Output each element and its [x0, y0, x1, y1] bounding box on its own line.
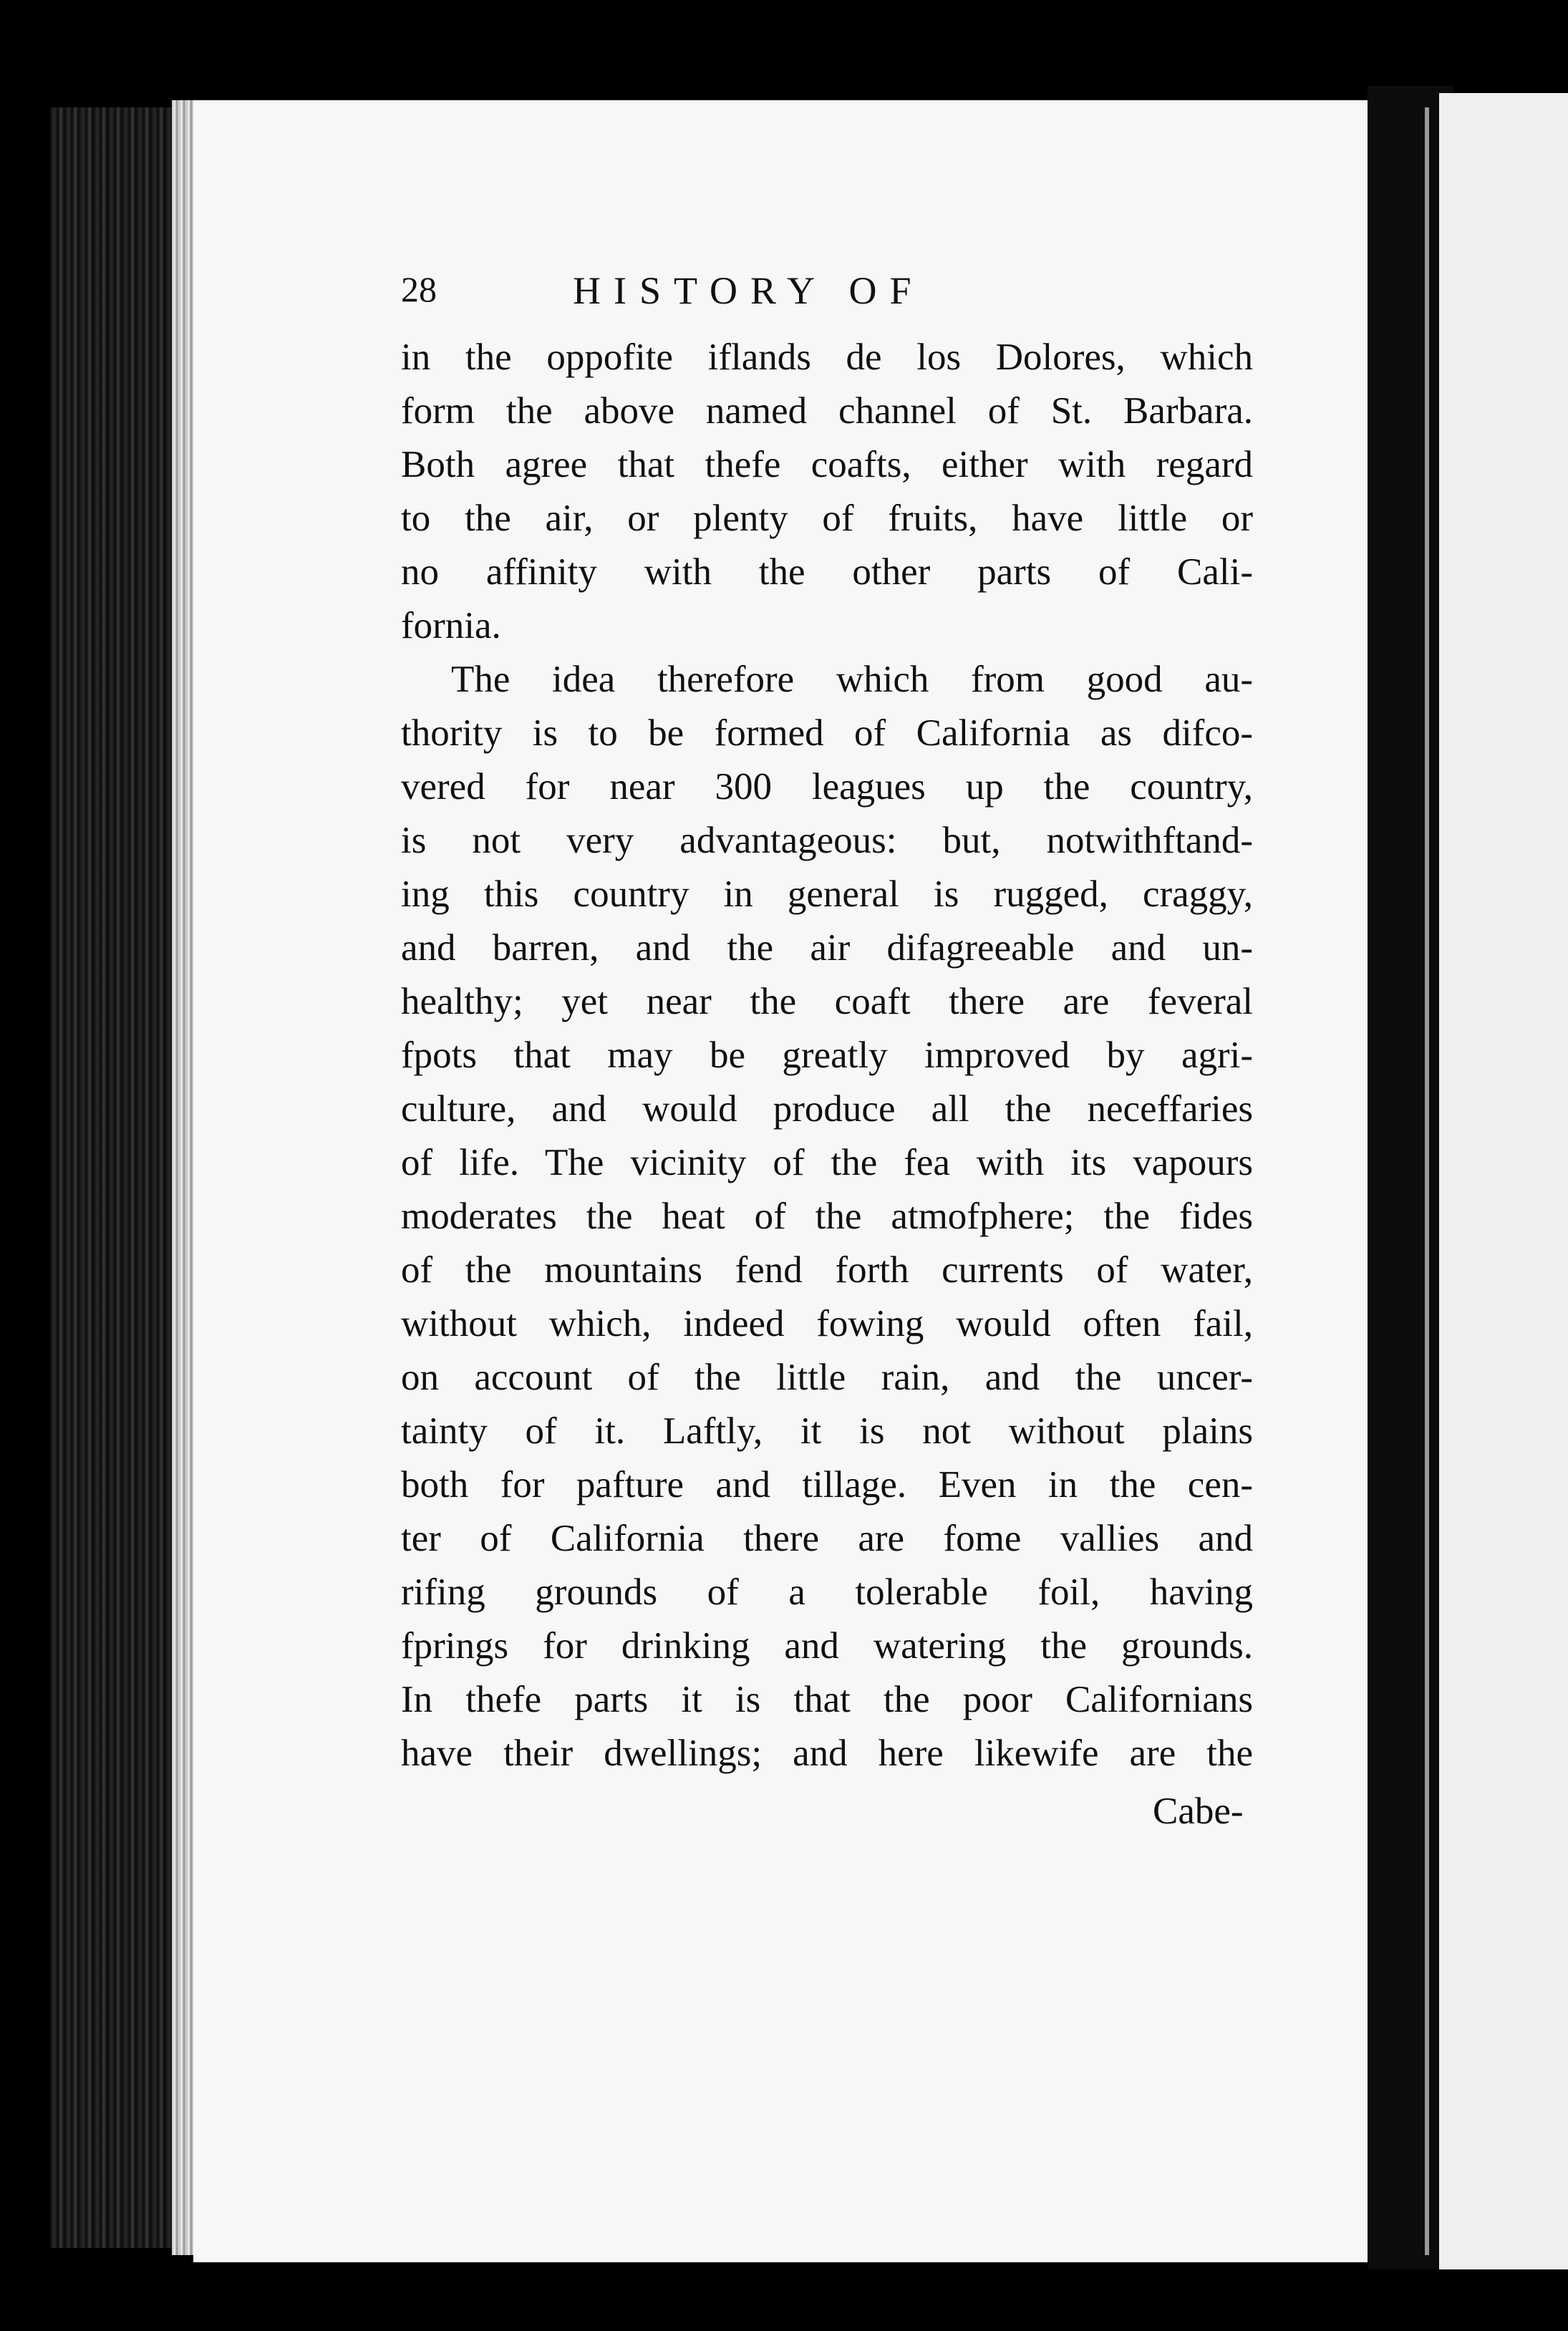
- text-line: is not very advantageous: but, notwithftand-: [401, 820, 1253, 861]
- text-line: and barren, and the air difagreeable and un-: [401, 927, 1253, 969]
- text-line: thority is to be formed of California as difco-: [401, 712, 1253, 754]
- text-line: moderates the heat of the atmofphere; the fides: [401, 1196, 1253, 1237]
- text-line: to the air, or plenty of fruits, have little or: [401, 498, 1253, 539]
- text-line: rifing grounds of a tolerable foil, having: [401, 1571, 1253, 1613]
- text-line: fpots that may be greatly improved by agri-: [401, 1034, 1253, 1076]
- text-line: fprings for drinking and watering the grounds.: [401, 1625, 1253, 1667]
- text-line: of life. The vicinity of the fea with its vapours: [401, 1142, 1253, 1183]
- text-line: of the mountains fend forth currents of water,: [401, 1249, 1253, 1291]
- facing-page: [1439, 93, 1568, 2269]
- page-number: 28: [401, 269, 437, 309]
- text-line: have their dwellings; and here likewife are the: [401, 1732, 1253, 1774]
- text-line: In thefe parts it is that the poor Californians: [401, 1679, 1253, 1720]
- page-edges: [172, 100, 193, 2255]
- text-line: fornia.: [401, 605, 501, 646]
- text-line: ing this country in general is rugged, craggy,: [401, 873, 1253, 915]
- text-line: without which, indeed fowing would often fail,: [401, 1303, 1253, 1344]
- text-line: healthy; yet near the coaft there are feveral: [401, 981, 1253, 1022]
- catchword: Cabe-: [1153, 1790, 1244, 1832]
- text-line: both for pafture and tillage. Even in the cen-: [401, 1464, 1253, 1506]
- running-head: HISTORY OF: [573, 269, 924, 312]
- body-text: [401, 331, 1253, 1780]
- facing-page-rule: [1425, 107, 1429, 2255]
- text-line: Both agree that thefe coafts, either with regard: [401, 444, 1253, 485]
- text-line: ter of California there are fome vallies and: [401, 1518, 1253, 1559]
- text-line: The idea therefore which from good au-: [451, 659, 1253, 700]
- text-line: on account of the little rain, and the uncer-: [401, 1357, 1253, 1398]
- text-line: no affinity with the other parts of Cali-: [401, 551, 1253, 593]
- text-line: tainty of it. Laftly, it is not without plains: [401, 1410, 1253, 1452]
- text-line: in the oppofite iflands de los Dolores, which: [401, 336, 1253, 378]
- text-line: vered for near 300 leagues up the country,: [401, 766, 1253, 808]
- text-line: culture, and would produce all the neceffaries: [401, 1088, 1253, 1130]
- text-line: form the above named channel of St. Barbara.: [401, 390, 1253, 432]
